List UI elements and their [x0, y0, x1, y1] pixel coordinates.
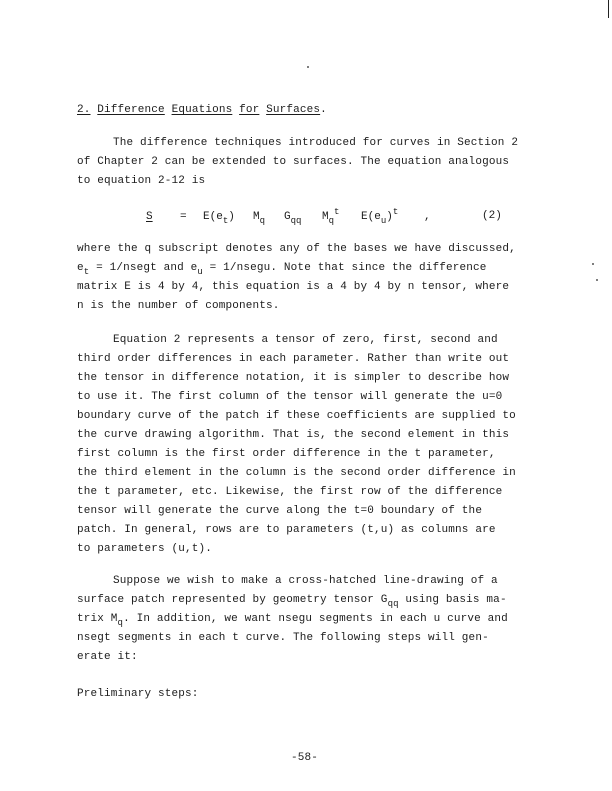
paragraph-line: first column is the first order difference in the t parameter,	[77, 448, 496, 460]
equation-term-E-et: $E(e_t)$	[203, 211, 235, 226]
equation-number: (2)	[482, 210, 502, 222]
section-title-word: for	[239, 104, 260, 116]
subheading: Preliminary steps:	[77, 688, 199, 700]
section-title-word: Difference	[97, 104, 165, 116]
paragraph-line: to parameters (u,t).	[77, 543, 213, 555]
paragraph-line: Equation 2 represents a tensor of zero, first, second and	[113, 334, 498, 346]
paragraph-line: the third element in the column is the second order difference in	[77, 467, 516, 479]
paragraph-line: of Chapter 2 can be extended to surfaces. The equation analogous	[77, 156, 510, 168]
equation-equals: =	[180, 211, 187, 223]
margin-rule	[608, 0, 609, 18]
paragraph-line: third order differences in each parameter. Rather than write out	[77, 353, 510, 365]
paragraph-line: matrix E is 4 by 4, this equation is a 4 by 4 by n tensor, where	[77, 281, 510, 293]
paragraph-line: boundary curve of the patch if these coefficients are supplied to	[77, 410, 516, 422]
section-number: 2.	[77, 104, 91, 116]
paragraph-line: the t parameter, etc. Likewise, the first row of the difference	[77, 486, 503, 498]
paragraph-line: to equation 2-12 is	[77, 175, 206, 187]
equation-lhs: S	[146, 211, 153, 223]
paragraph-line: n is the number of components.	[77, 300, 280, 312]
paragraph-line: The difference techniques introduced for curves in Section 2	[113, 137, 519, 149]
paragraph-line: patch. In general, rows are to parameters (t,u) as columns are	[77, 524, 496, 536]
speck	[592, 263, 594, 265]
paragraph-line: tensor will generate the curve along the t=0 boundary of the	[77, 505, 483, 517]
equation-term-E-eu-transpose: $E(e_u)^t$	[361, 207, 399, 226]
paragraph-line: erate it:	[77, 651, 138, 663]
equation-term-Mq-transpose: $M_q^t$	[322, 207, 340, 226]
paragraph-line: the tensor in difference notation, it is simpler to describe how	[77, 372, 510, 384]
paragraph-line: surface patch represented by geometry tensor $G_{qq}$ using basis ma-	[77, 594, 507, 609]
paragraph-line: nsegt segments in each t curve. The following steps will gen-	[77, 632, 489, 644]
page-number: -58-	[291, 752, 319, 764]
paragraph-line: Suppose we wish to make a cross-hatched line-drawing of a	[113, 575, 498, 587]
equation-term-Mq: $M_q$	[253, 211, 266, 226]
equation-comma: ,	[424, 211, 431, 223]
paragraph-line: trix $M_q$. In addition, we want nsegu segments in each u curve and	[77, 613, 508, 628]
speck	[596, 279, 598, 281]
section-title-word: Surfaces	[266, 104, 321, 116]
paragraph-line: $e_t$ = 1/nsegt and $e_u$ = 1/nsegu. Note that since the difference	[77, 262, 487, 277]
section-heading	[77, 104, 327, 116]
section-title-period: .	[320, 104, 327, 116]
section-title-word: Equations	[171, 104, 233, 116]
paragraph-line: to use it. The first column of the tensor will generate the u=0	[77, 391, 503, 403]
paragraph-line: where the q subscript denotes any of the bases we have discussed,	[77, 243, 516, 255]
paragraph-line: the curve drawing algorithm. That is, the second element in this	[77, 429, 510, 441]
equation-term-Gqq: $G_{qq}$	[284, 211, 302, 226]
speck	[307, 66, 309, 68]
